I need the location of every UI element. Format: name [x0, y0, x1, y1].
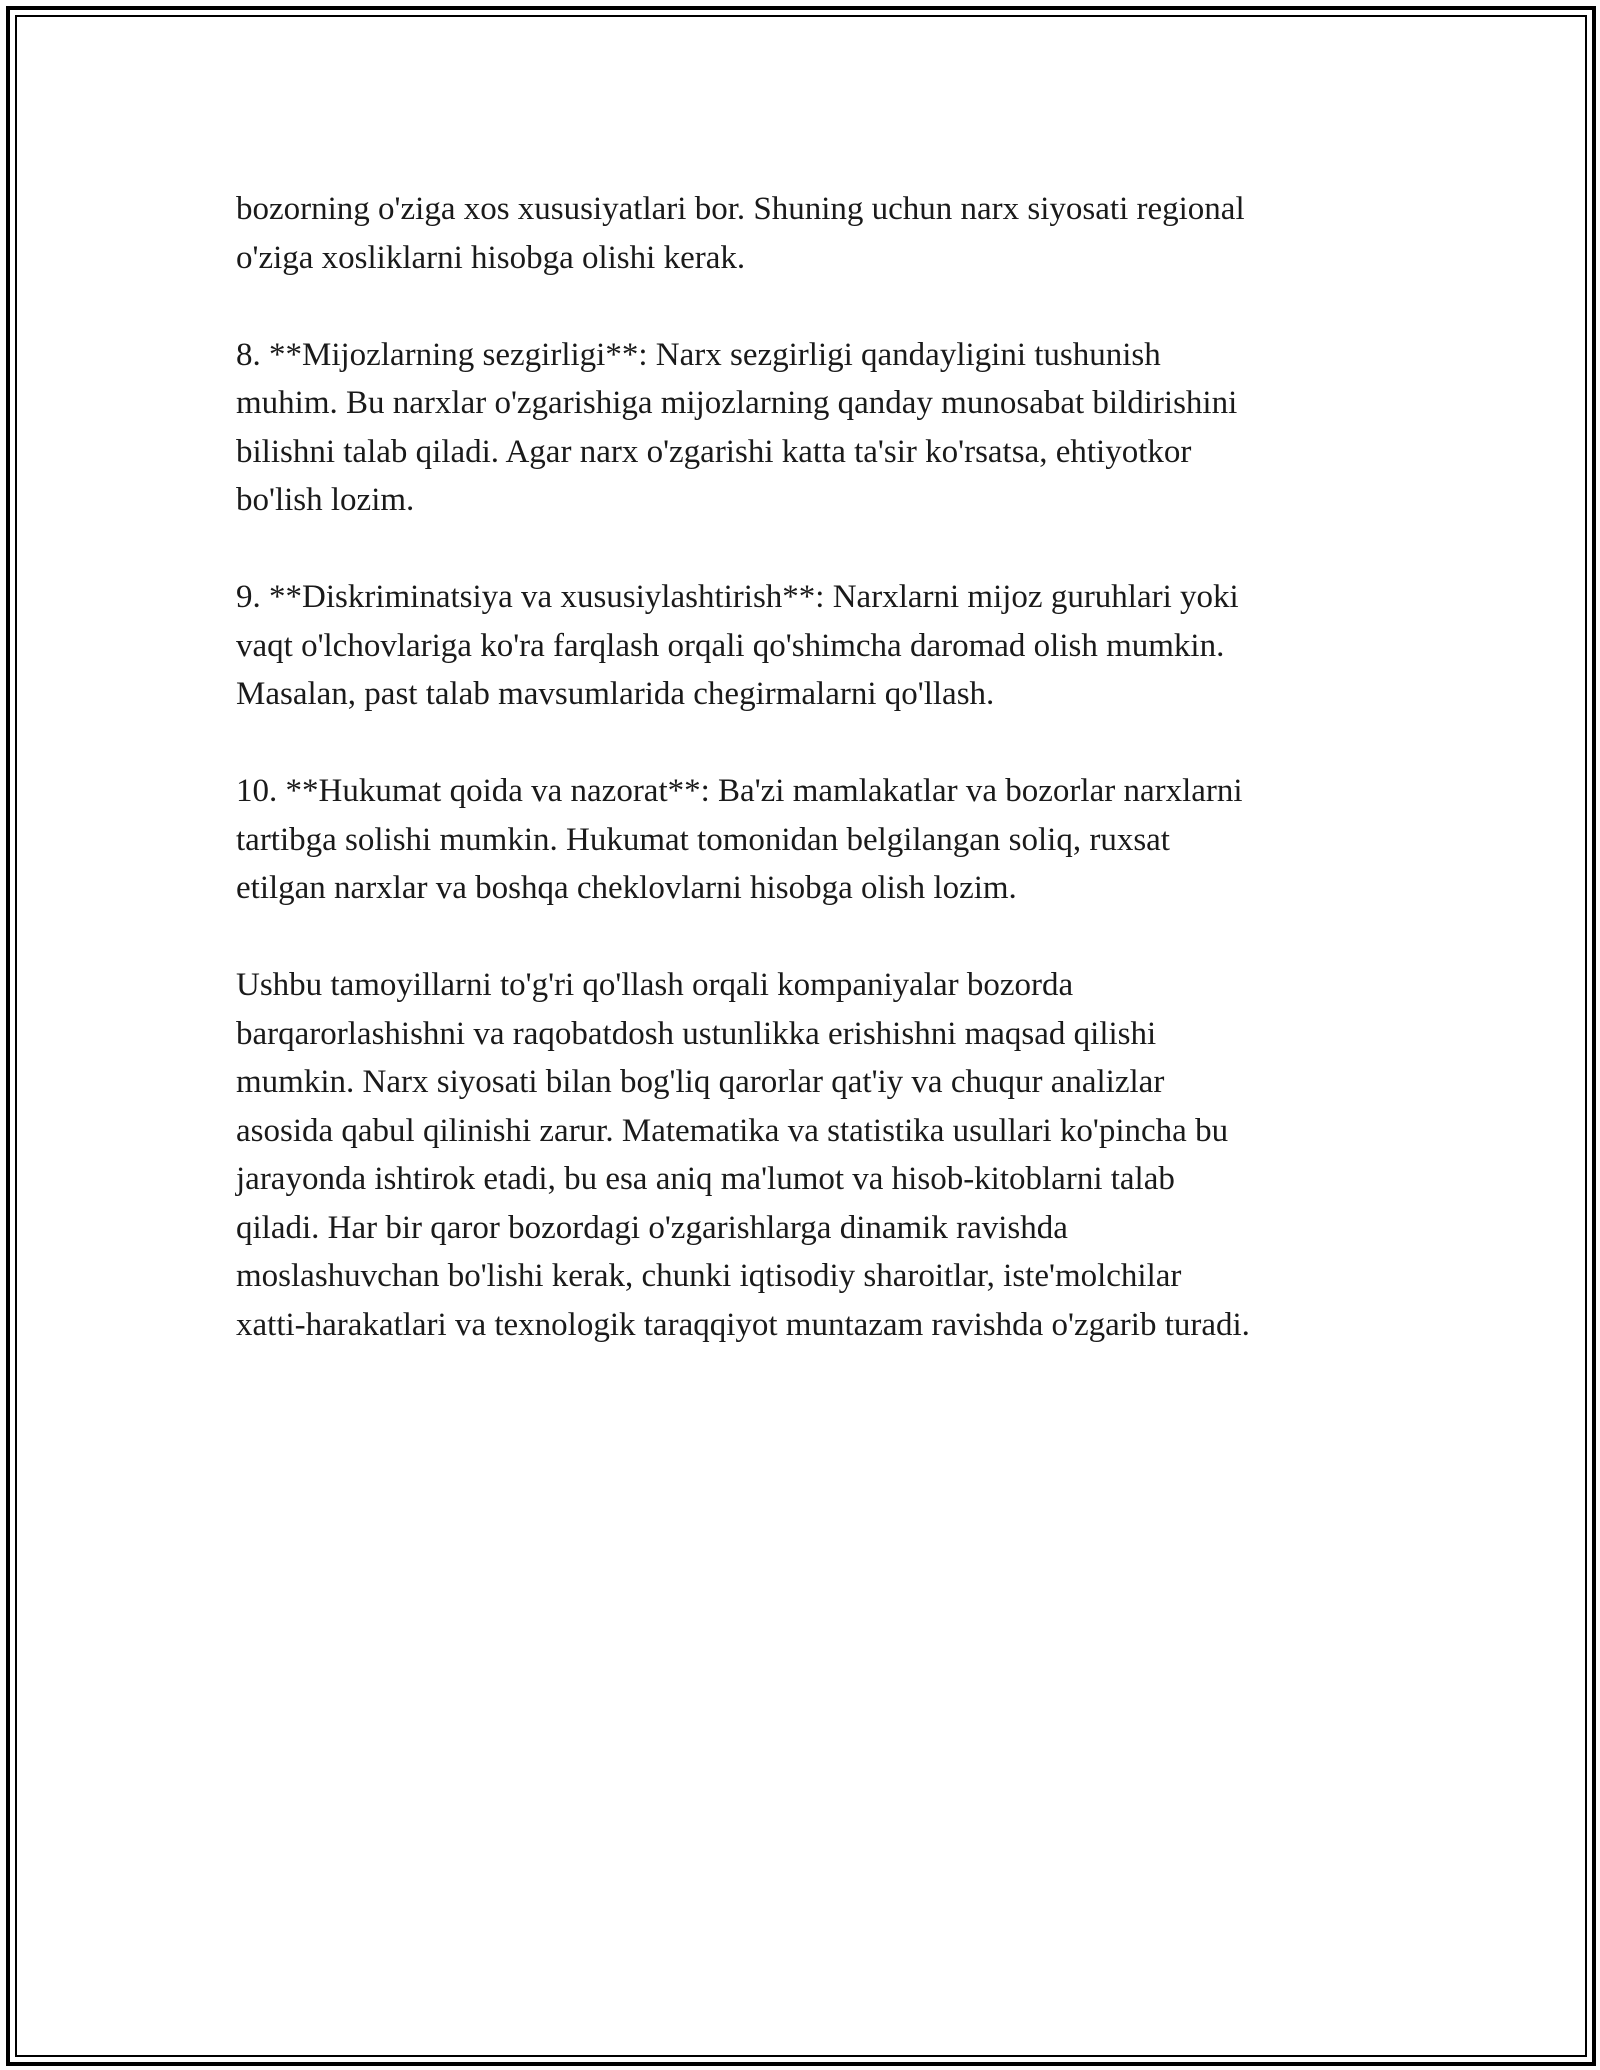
paragraph-item-10: 10. **Hukumat qoida va nazorat**: Ba'zi mamlakatlar va bozorlar narxlarni tartibga solishi mumkin. Hukumat tomonidan belgilangan soliq, ruxsat etilgan narxlar va boshqa cheklovlarni hisobga olish lozim.	[236, 773, 1243, 906]
paragraph-regional-continuation: bozorning o'ziga xos xususiyatlari bor. Shuning uchun narx siyosati regional o'ziga xosliklarni hisobga olishi kerak.	[236, 191, 1245, 276]
paragraph-item-9: 9. **Diskriminatsiya va xususiylashtirish**: Narxlarni mijoz guruhlari yoki vaqt o'lchovlariga ko'ra farqlash orqali qo'shimcha daromad olish mumkin. Masalan, past talab mavsumlarida chegirmalarni qo'llash.	[236, 579, 1239, 712]
paragraph-conclusion: Ushbu tamoyillarni to'g'ri qo'llash orqali kompaniyalar bozorda barqarorlashishni va raqobatdosh ustunlikka erishishni maqsad qilishi mumkin. Narx siyosati bilan bog'liq qarorlar qat'iy va chuqur analizlar asosida qabul qilinishi zarur. Matematika va statistika usullari ko'pincha bu jarayonda ishtirok etadi, bu esa aniq ma'lumot va hisob-kitoblarni talab qiladi. Har bir qaror bozordagi o'zgarishlarga dinamik ravishda moslashuvchan bo'lishi kerak, chunki iqtisodiy sharoitlar, iste'molchilar xatti-harakatlari va texnologik taraqqiyot muntazam ravishda o'zgarib turadi.	[236, 967, 1250, 1343]
document-body	[236, 185, 1386, 1349]
paragraph-item-8: 8. **Mijozlarning sezgirligi**: Narx sezgirligi qandayligini tushunish muhim. Bu narxlar o'zgarishiga mijozlarning qanday munosabat bildirishini bilishni talab qiladi. Agar narx o'zgarishi katta ta'sir ko'rsatsa, ehtiyotkor bo'lish lozim.	[236, 336, 1238, 518]
